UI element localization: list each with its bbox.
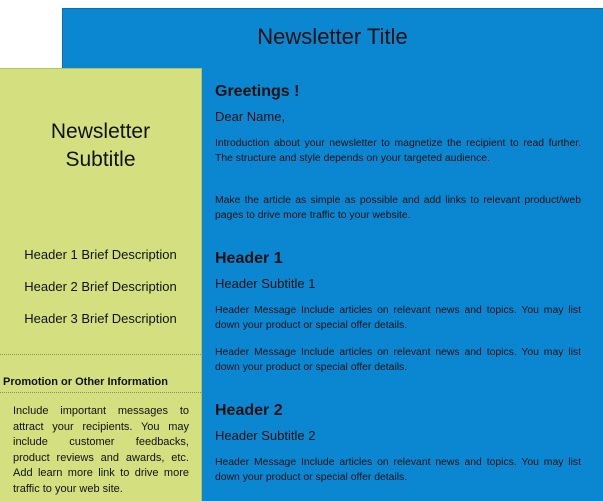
greeting-intro: Introduction about your newsletter to magnetize the recipient to read further. The structure and style depends on your targeted audience. (215, 138, 581, 164)
newsletter-subtitle-line1: Newsletter (50, 120, 151, 143)
sidebar-divider (0, 392, 201, 393)
promo-body: Include important messages to attract your recipients. You may include customer feedbacks, product reviews and awards, etc. Add learn more link to drive more traffic to your web site. (13, 405, 189, 495)
greeting-salutation: Dear Name, (215, 109, 286, 124)
section-1-message-1: Header Message Include articles on relevant news and topics. You may list down your product or special offer details. (215, 305, 581, 331)
newsletter-subtitle (0, 118, 201, 174)
promo-title: Promotion or Other Information (3, 376, 168, 388)
sidebar-link-header-1[interactable]: Header 1 Brief Description (24, 247, 177, 262)
section-2-header: Header 2 (215, 402, 283, 419)
sidebar-link-header-2[interactable]: Header 2 Brief Description (24, 279, 177, 294)
newsletter-title: Newsletter Title (257, 24, 408, 49)
section-2-message-1: Header Message Include articles on relevant news and topics. You may list down your product or special offer details. (215, 457, 581, 483)
section-1-header: Header 1 (215, 250, 283, 267)
sidebar-divider (0, 354, 201, 355)
greeting-tip: Make the article as simple as possible and add links to relevant product/web pages to drive more traffic to your website. (215, 195, 581, 221)
sidebar-link-header-3[interactable]: Header 3 Brief Description (24, 311, 177, 326)
greeting-heading: Greetings ! (215, 83, 300, 100)
newsletter-subtitle-line2: Subtitle (65, 148, 136, 171)
section-1-subtitle: Header Subtitle 1 (215, 276, 316, 291)
section-1-message-2: Header Message Include articles on relevant news and topics. You may list down your product or special offer details. (215, 347, 581, 373)
section-2-subtitle: Header Subtitle 2 (215, 428, 316, 443)
